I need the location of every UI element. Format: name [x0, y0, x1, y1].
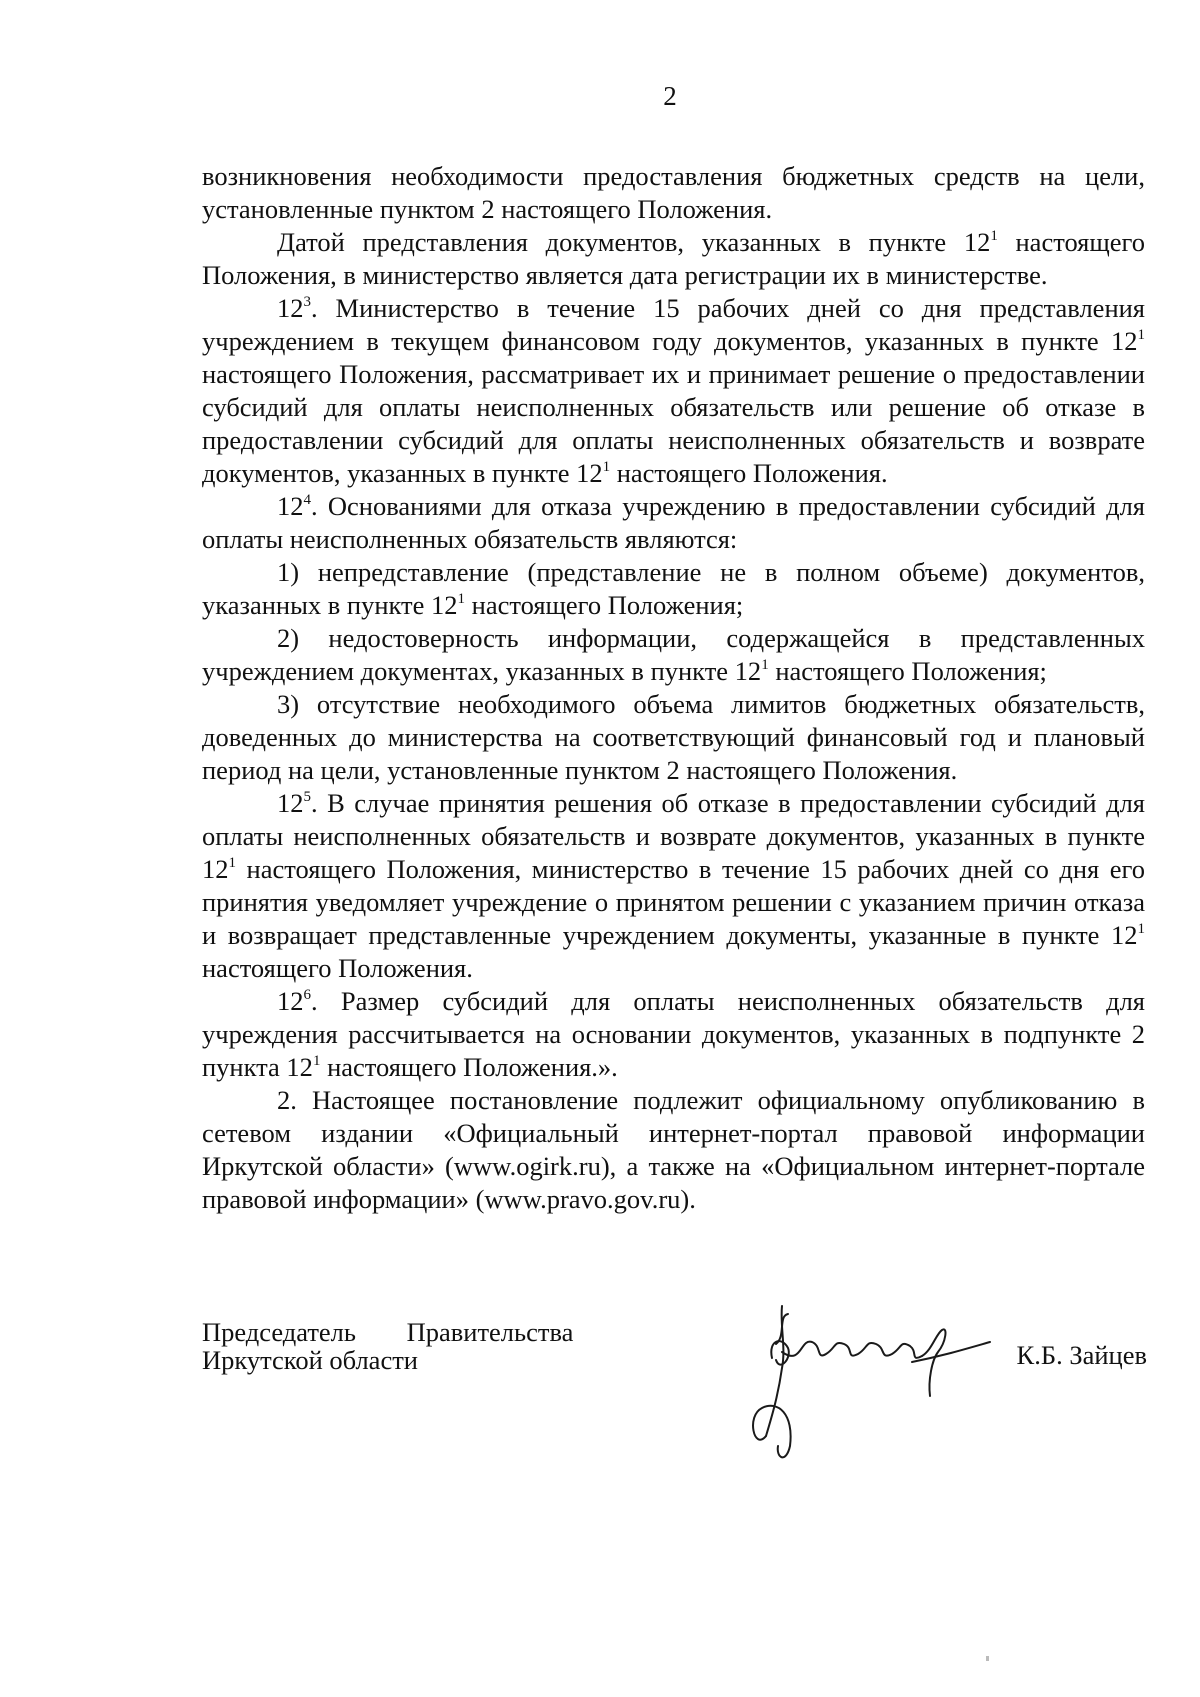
paragraph-text: настоящего Положения.: [202, 953, 473, 983]
paragraph-text: настоящего Положения;: [465, 590, 744, 620]
paragraph: [202, 985, 1145, 1084]
superscript: 1: [1137, 327, 1145, 343]
signer-title: [202, 1318, 573, 1374]
paragraph: [202, 1084, 1145, 1216]
paragraph-text: 12: [277, 986, 304, 1016]
paragraph: [202, 622, 1145, 688]
superscript: 1: [1137, 921, 1145, 937]
paragraph-text: 3) отсутствие необходимого объема лимитов бюджетных обязательств, доведенных до министерства на соответствующий финансовый год и плановый период на цели, установленные пунктом 2 настоящего Положения.: [202, 689, 1145, 785]
paragraph-text: . Министерство в течение 15 рабочих дней со дня представления учреждением в текущем финансовом году документов, указанных в пункте 12: [202, 293, 1145, 356]
paragraph-text: 12: [277, 293, 304, 323]
superscript: 1: [990, 228, 998, 244]
superscript: 1: [761, 657, 769, 673]
paragraph-text: настоящего Положения;: [768, 656, 1047, 686]
paragraph-text: 1) непредставление (представление не в полном объеме) документов, указанных в пункте 12: [202, 557, 1145, 620]
paragraph-text: возникновения необходимости предоставления бюджетных средств на цели, установленные пунктом 2 настоящего Положения.: [202, 161, 1145, 224]
paragraph: [202, 226, 1145, 292]
signer-name: К.Б. Зайцев: [1016, 1340, 1147, 1370]
paragraph-text: 12: [277, 491, 304, 521]
superscript: 1: [228, 855, 236, 871]
paragraph-text: настоящего Положения.».: [320, 1052, 618, 1082]
superscript: 3: [303, 294, 311, 310]
paragraph-text: Датой представления документов, указанных в пункте 12: [277, 227, 991, 257]
paragraph-text: настоящего Положения, в министерство является дата регистрации их в министерстве.: [202, 227, 1146, 290]
paragraph-text: настоящего Положения, министерство в течение 15 рабочих дней со дня его принятия уведомляет учреждение о принятом решении с указанием причин отказа и возвращает представленные учреждением документы, указанные в пункте 12: [202, 854, 1145, 950]
paragraph-text: . Размер субсидий для оплаты неисполненных обязательств для учреждения рассчитывается на основании документов, указанных в подпункте 2 пункта 12: [202, 986, 1145, 1082]
signer-title-line-1: Председатель Правительства: [202, 1317, 574, 1347]
signature-block: [202, 1318, 1145, 1438]
superscript: 4: [303, 492, 311, 508]
superscript: 1: [602, 459, 611, 475]
paragraph-text: . Основаниями для отказа учреждению в предоставлении субсидий для оплаты неисполненных обязательств являются:: [202, 491, 1145, 554]
paragraph: [202, 556, 1145, 622]
signer-title-line-2: Иркутской области: [202, 1345, 418, 1375]
paragraph: [202, 688, 1145, 787]
superscript: 5: [303, 789, 311, 805]
paragraph: [202, 787, 1145, 985]
superscript: 1: [457, 591, 466, 607]
paragraph: [202, 160, 1145, 226]
paragraph-text: настоящего Положения.: [610, 458, 888, 488]
paragraph: [202, 292, 1145, 490]
scan-artifact: [986, 1656, 989, 1661]
paragraph: [202, 490, 1145, 556]
paragraph-text: . В случае принятия решения об отказе в предоставлении субсидий для оплаты неисполненных обязательств и возврате документов, указанных в пункте 12: [202, 788, 1145, 884]
paragraph-text: 2) недостоверность информации, содержащейся в представленных учреждением документах, указанных в пункте 12: [202, 623, 1145, 686]
paragraph-text: настоящего Положения, рассматривает их и принимает решение о предоставлении субсидий для оплаты неисполненных обязательств или решение об отказе в предоставлении субсидий для оплаты неисполненных обязательств и возврате документов, указанных в пункте 12: [202, 359, 1145, 488]
handwritten-signature: [742, 1296, 992, 1466]
document-body: [202, 160, 1145, 1216]
page-number: 2: [663, 81, 677, 111]
paragraph-text: 12: [277, 788, 304, 818]
superscript: 1: [312, 1053, 321, 1069]
paragraph-text: 2. Настоящее постановление подлежит официальному опубликованию в сетевом издании «Официальный интернет-портал правовой информации Иркутской области» (www.ogirk.ru), а также на «Официальном интернет-портале правовой информации» (www.pravo.gov.ru).: [202, 1085, 1145, 1214]
superscript: 6: [303, 987, 311, 1003]
